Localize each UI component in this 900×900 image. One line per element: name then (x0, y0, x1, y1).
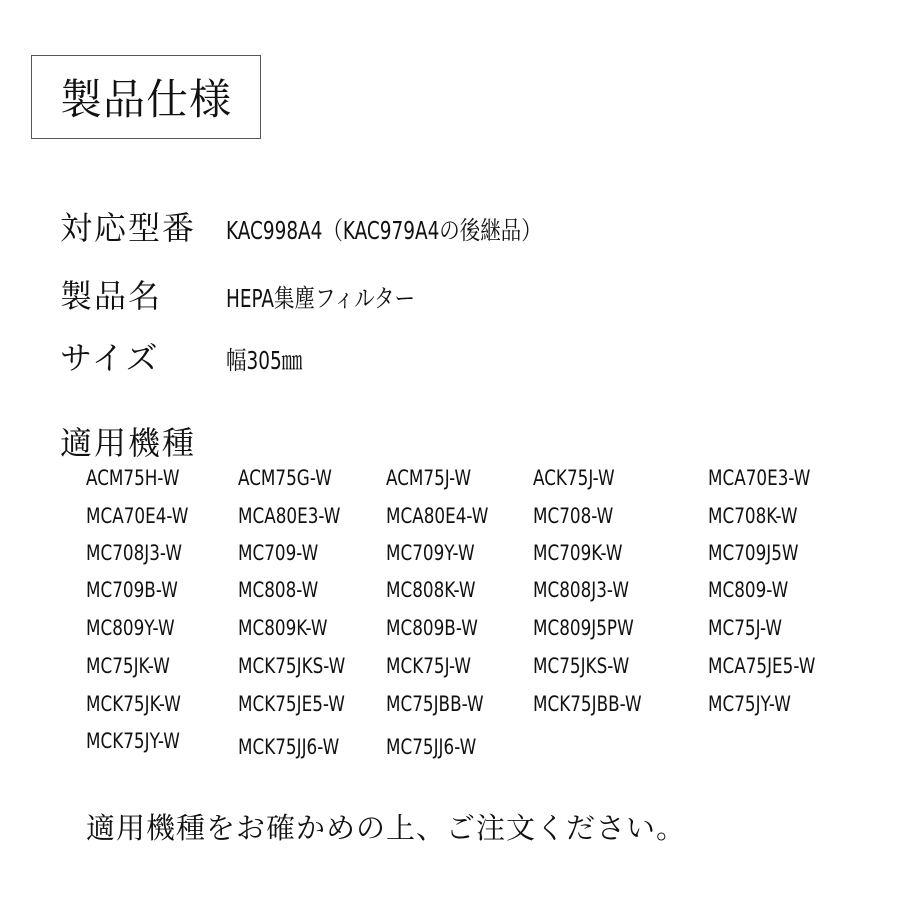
spec-label: 製品名 (60, 277, 163, 315)
model-item: MC75JBB-W (386, 692, 484, 716)
model-item: MC709K-W (533, 541, 623, 565)
model-item: MC808K-W (386, 578, 476, 602)
model-item: MC809-W (708, 578, 789, 602)
model-item: MCA80E4-W (386, 504, 489, 528)
spec-value: HEPA集塵フィルター (226, 284, 415, 313)
model-item: ACM75J-W (386, 466, 472, 490)
model-item: MC708J3-W (86, 541, 182, 565)
spec-row-product-name (60, 271, 456, 317)
model-item: MC75JKS-W (533, 654, 630, 678)
model-item: MC809K-W (238, 616, 328, 640)
spec-label: 対応型番 (60, 209, 197, 247)
model-item: MC708-W (533, 504, 614, 528)
spec-value: 幅305㎜ (226, 346, 303, 375)
model-item: MC808J3-W (533, 578, 629, 602)
model-item: ACK75J-W (533, 466, 615, 490)
model-item: MCA80E3-W (238, 504, 341, 528)
model-item: MC75JJ6-W (386, 735, 477, 759)
model-item: MCK75JKS-W (238, 654, 346, 678)
order-note: 適用機種をお確かめの上、ご注文ください。 (86, 811, 687, 845)
compatible-models-heading: 適用機種 (60, 424, 197, 462)
model-item: MC75J-W (708, 616, 782, 640)
model-item: MC709B-W (86, 578, 178, 602)
model-item: MCK75JK-W (86, 692, 181, 716)
model-item: MC709Y-W (386, 541, 475, 565)
model-item: ACM75G-W (238, 466, 332, 490)
model-item: MC809Y-W (86, 616, 175, 640)
model-item: MCA70E3-W (708, 466, 811, 490)
model-item: MCK75JJ6-W (238, 735, 340, 759)
model-item: MC809B-W (386, 616, 478, 640)
page-title: 製品仕様 (31, 55, 261, 139)
model-item: MC75JY-W (708, 692, 791, 716)
model-item: MC709J5W (708, 541, 799, 565)
model-item: MCK75J-W (386, 654, 471, 678)
model-item: MC709-W (238, 541, 319, 565)
model-item: MC809J5PW (533, 616, 634, 640)
spec-row-size (60, 333, 319, 379)
spec-value: KAC998A4（KAC979A4の後継品） (226, 216, 542, 245)
model-item: MC808-W (238, 578, 319, 602)
model-item: MC75JK-W (86, 654, 170, 678)
model-item: MCA75JE5-W (708, 654, 816, 678)
model-item: ACM75H-W (86, 466, 180, 490)
model-item: MCA70E4-W (86, 504, 189, 528)
model-item: MCK75JBB-W (533, 692, 642, 716)
model-item: MCK75JE5-W (238, 692, 345, 716)
spec-row-model-number (60, 203, 611, 249)
model-item: MC708K-W (708, 504, 798, 528)
model-item: MCK75JY-W (86, 729, 180, 753)
spec-label: サイズ (60, 339, 160, 377)
